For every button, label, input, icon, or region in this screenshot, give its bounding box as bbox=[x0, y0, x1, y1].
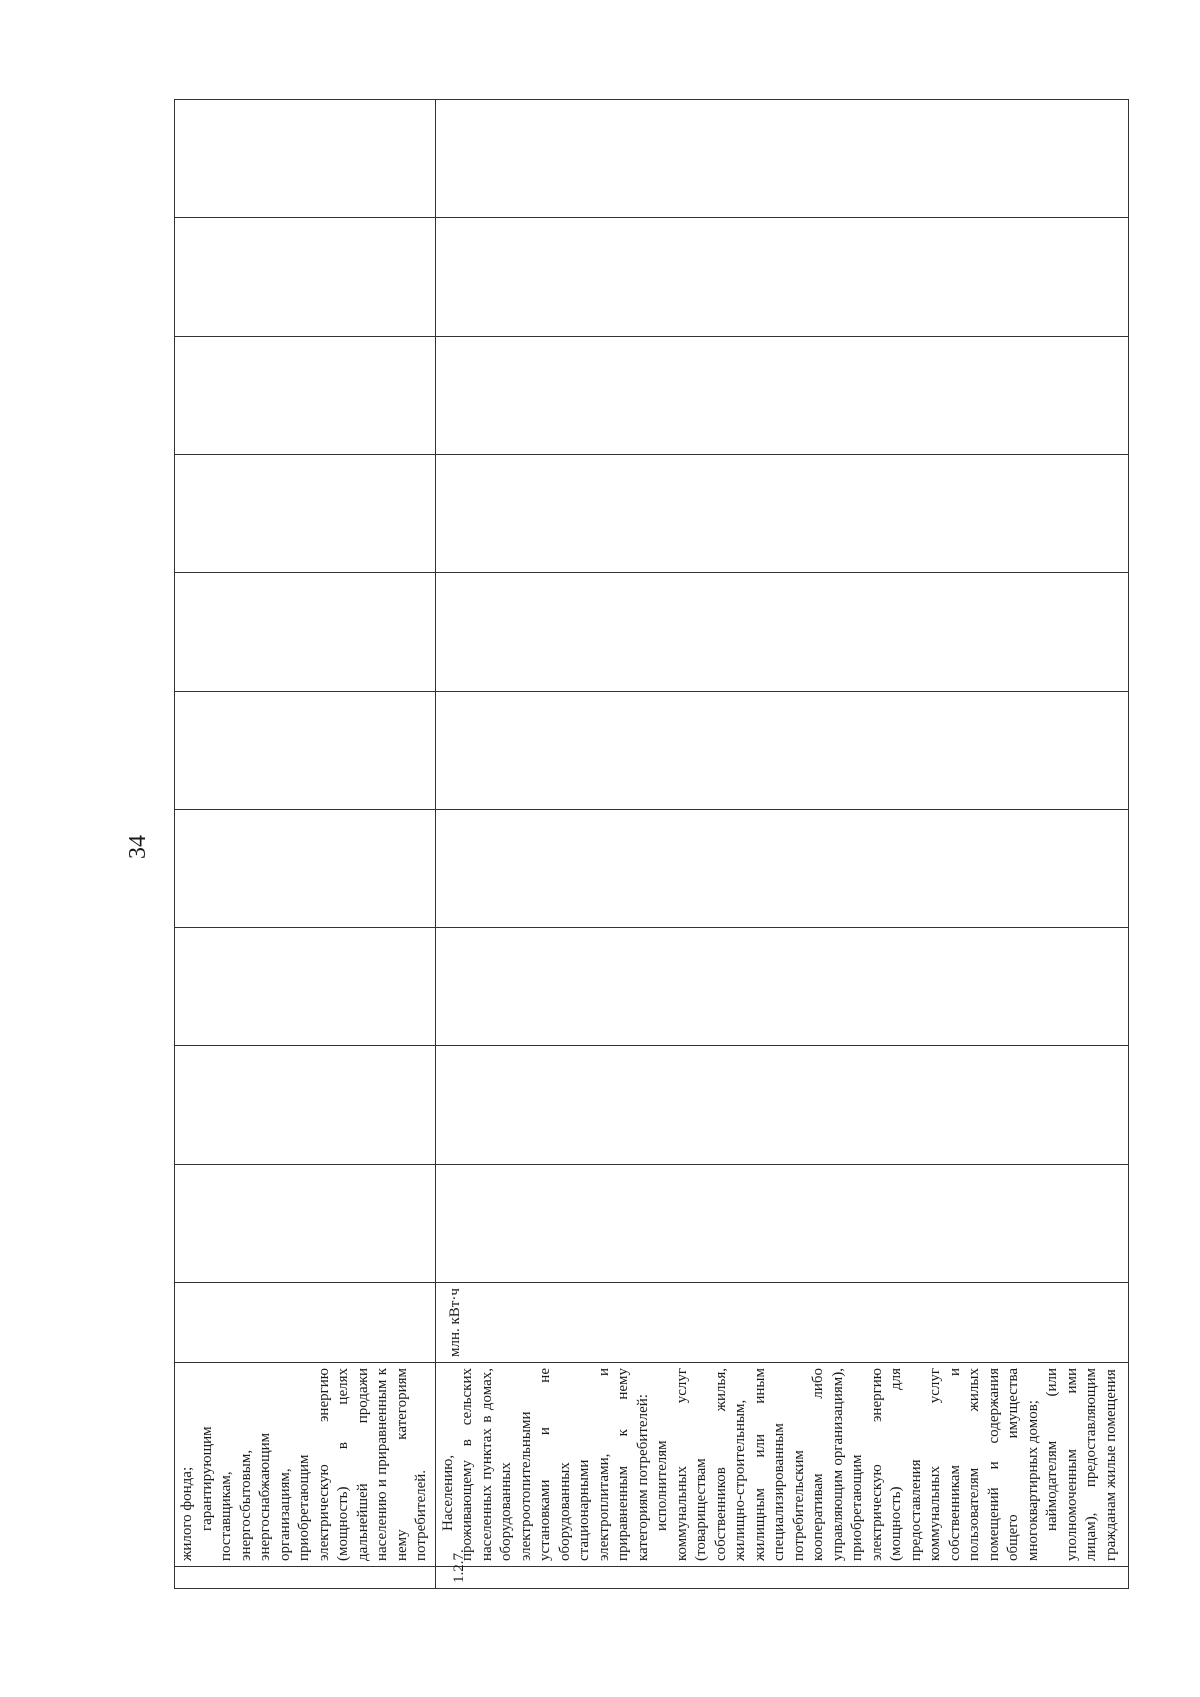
value-cell bbox=[435, 100, 1128, 218]
rotated-table-wrapper bbox=[174, 99, 1119, 1589]
row-description-cell bbox=[435, 1363, 1128, 1567]
description-line: наймодателям (или уполномоченным ими лицам), предоставляющим гражданам жилые помещения bbox=[1044, 1368, 1119, 1561]
value-cell bbox=[435, 928, 1128, 1046]
value-cell bbox=[175, 218, 436, 336]
value-cell bbox=[175, 1164, 436, 1282]
value-cell bbox=[175, 100, 436, 218]
value-cell bbox=[435, 573, 1128, 691]
tariff-table bbox=[174, 99, 1129, 1589]
unit-cell: млн. кВт·ч bbox=[435, 1283, 1128, 1363]
description-line: исполнителям коммунальных услуг (товариществам собственников жилья, жилищно-строительным, жилищным или иным специализированным потребительским кооперативам либо управляющим организациям), приобретающим электрическую энергию (мощность) для предоставления коммунальных услуг собственникам и пользователям жилых помещений и содержания общего имущества многоквартирных домов; bbox=[654, 1368, 1041, 1561]
value-cell bbox=[175, 1046, 436, 1164]
value-cell bbox=[175, 691, 436, 809]
description-line: Населению, проживающему в сельских населенных пунктах в домах, оборудованных электроотопительными установками и не оборудованных стационарными электроплитами, и приравненным к нему категориям потребителей: bbox=[439, 1368, 651, 1561]
value-cell bbox=[175, 928, 436, 1046]
value-cell bbox=[435, 809, 1128, 927]
value-cell bbox=[435, 1164, 1128, 1282]
value-cell bbox=[435, 454, 1128, 572]
value-cell bbox=[175, 809, 436, 927]
table-row-continuation bbox=[175, 100, 436, 1589]
description-line: гарантирующим поставщикам, энергосбытовым, энергоснабжающим организациям, приобретающим электрическую энергию (мощность) в целях дальнейшей продажи населению и приравненным к нему категориям потребителей. bbox=[198, 1368, 429, 1561]
value-cell bbox=[435, 218, 1128, 336]
row-number-cell bbox=[175, 1567, 436, 1589]
row-description-cell bbox=[175, 1363, 436, 1567]
value-cell bbox=[435, 691, 1128, 809]
value-cell bbox=[175, 336, 436, 454]
value-cell bbox=[435, 336, 1128, 454]
page-number: 34 bbox=[125, 835, 151, 859]
value-cell bbox=[175, 454, 436, 572]
value-cell bbox=[435, 1046, 1128, 1164]
unit-cell bbox=[175, 1283, 436, 1363]
row-number-cell: 1.2.7. bbox=[435, 1567, 1128, 1589]
table-row-1-2-7 bbox=[435, 100, 1128, 1589]
description-line: жилого фонда; bbox=[179, 1466, 195, 1561]
value-cell bbox=[175, 573, 436, 691]
